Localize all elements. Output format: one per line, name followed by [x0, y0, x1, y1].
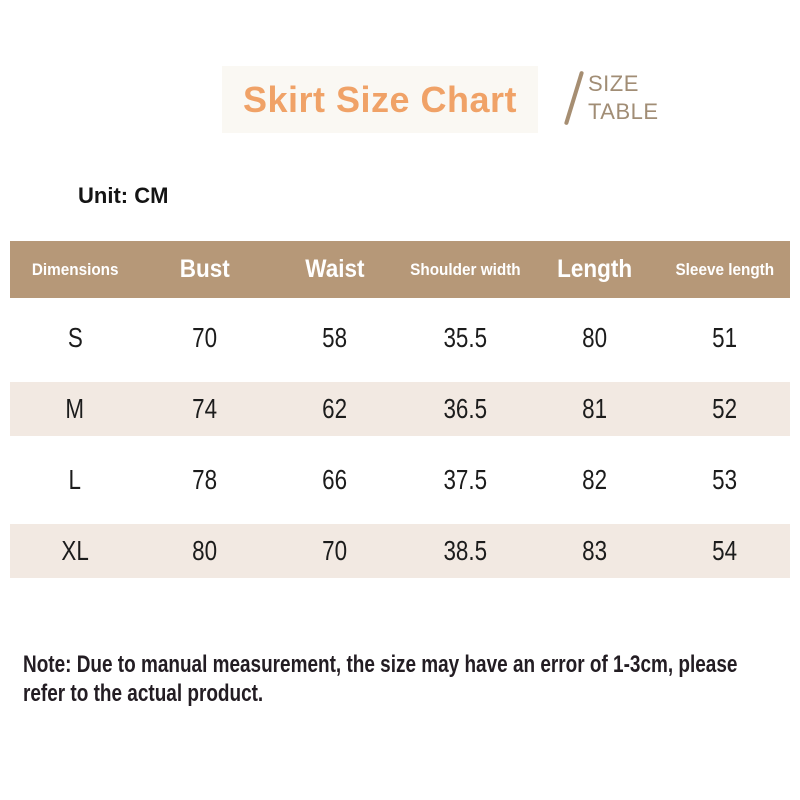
column-header-label: Length [557, 255, 633, 283]
note-line-2: refer to the actual product. [23, 680, 264, 707]
shoulder-width-value: 35.5 [443, 321, 487, 353]
length-value: 83 [582, 534, 608, 566]
note-line-1: Note: Due to manual measurement, the size may have an error of 1-3cm, please [23, 651, 738, 678]
length-cell [530, 393, 660, 425]
size-cell [10, 464, 140, 496]
subtitle [588, 70, 659, 126]
waist-cell [270, 464, 400, 496]
column-header-dimensions [10, 260, 140, 280]
waist-value: 70 [322, 534, 348, 566]
waist-value: 58 [322, 321, 348, 353]
shoulder-width-value: 38.5 [443, 534, 487, 566]
note-text [23, 650, 800, 708]
size-value: M [65, 392, 85, 424]
sleeve-length-value: 53 [712, 463, 738, 495]
bust-value: 78 [192, 463, 218, 495]
table-row-s [10, 302, 790, 373]
size-value: XL [61, 534, 89, 566]
waist-value: 62 [322, 392, 348, 424]
sleeve-length-cell [660, 464, 790, 496]
column-header-label: Dimensions [31, 259, 119, 279]
waist-value: 66 [322, 463, 348, 495]
sleeve-length-cell [660, 322, 790, 354]
table-header-row [10, 241, 790, 298]
shoulder-width-cell [400, 393, 530, 425]
subtitle-line-2: TABLE [588, 99, 659, 124]
bust-value: 70 [192, 321, 218, 353]
sleeve-length-value: 52 [712, 392, 738, 424]
size-cell [10, 393, 140, 425]
table-row-l [10, 444, 790, 515]
table-body [10, 302, 790, 586]
unit-label: Unit: CM [78, 183, 169, 208]
shoulder-width-value: 37.5 [443, 463, 487, 495]
sleeve-length-value: 51 [712, 321, 738, 353]
size-value: L [68, 463, 82, 495]
column-header-label: Waist [305, 255, 365, 283]
size-cell [10, 535, 140, 567]
table-row-xl [10, 515, 790, 586]
sleeve-length-cell [660, 393, 790, 425]
bust-cell [140, 322, 270, 354]
column-header-label: Bust [179, 255, 231, 283]
waist-cell [270, 322, 400, 354]
page-title: Skirt Size Chart [242, 78, 518, 120]
length-cell [530, 322, 660, 354]
length-value: 82 [582, 463, 608, 495]
column-header-waist [270, 255, 400, 284]
shoulder-width-cell [400, 535, 530, 567]
length-value: 80 [582, 321, 608, 353]
shoulder-width-cell [400, 464, 530, 496]
length-value: 81 [582, 392, 608, 424]
size-value: S [67, 321, 83, 353]
column-header-bust [140, 255, 270, 284]
bust-cell [140, 464, 270, 496]
shoulder-width-cell [400, 322, 530, 354]
bust-cell [140, 535, 270, 567]
slash-divider-icon [564, 71, 584, 126]
subtitle-line-1: SIZE [588, 71, 639, 96]
column-header-label: Sleeve length [675, 259, 775, 279]
bust-value: 80 [192, 534, 218, 566]
bust-cell [140, 393, 270, 425]
title-banner [222, 66, 538, 133]
length-cell [530, 535, 660, 567]
length-cell [530, 464, 660, 496]
waist-cell [270, 535, 400, 567]
column-header-length [530, 255, 660, 284]
shoulder-width-value: 36.5 [443, 392, 487, 424]
column-header-shoulder-width [400, 260, 530, 280]
table-row-m [10, 373, 790, 444]
column-header-sleeve-length [660, 260, 790, 280]
sleeve-length-cell [660, 535, 790, 567]
bust-value: 74 [192, 392, 218, 424]
size-cell [10, 322, 140, 354]
size-table [10, 241, 790, 586]
waist-cell [270, 393, 400, 425]
sleeve-length-value: 54 [712, 534, 738, 566]
column-header-label: Shoulder width [409, 259, 521, 279]
